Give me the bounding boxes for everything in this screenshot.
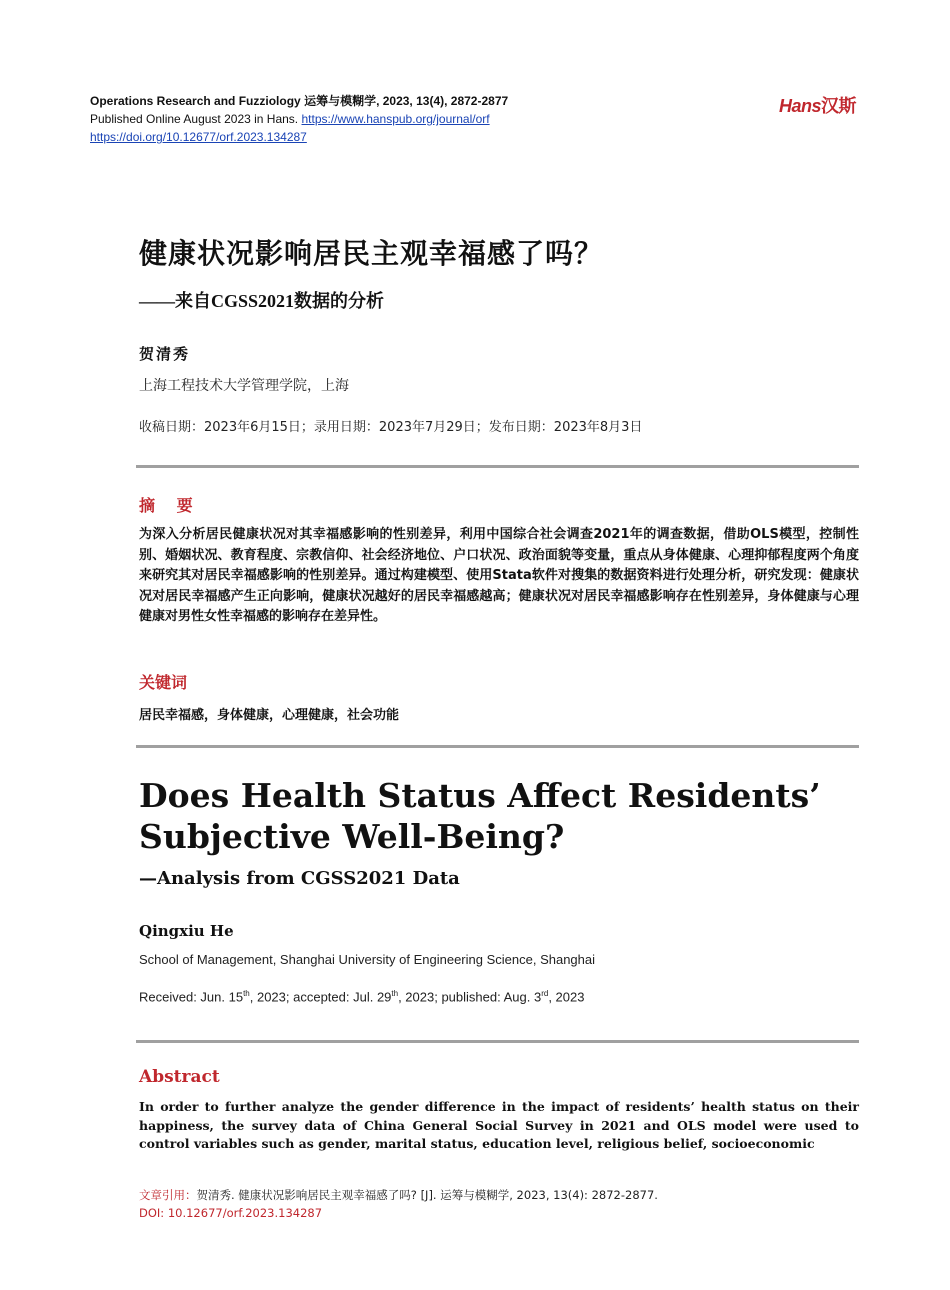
published-note: Published Online August 2023 in Hans. (90, 112, 299, 126)
accepted-date: , 2023; accepted: Jul. 29 (249, 989, 392, 1005)
cn-affiliation: 上海工程技术大学管理学院，上海 (139, 378, 349, 394)
en-title-line: Subjective Well-Being? (139, 817, 565, 856)
received-date: Received: Jun. 15 (139, 989, 244, 1005)
cn-abstract-body: 为深入分析居民健康状况对其幸福感影响的性别差异，利用中国综合社会调查2021年的调查数据，借助OLS模型，控制性别、婚姻状况、教育程度、宗教信仰、社会经济地位、户口状况、政治面貌等变量，重点从身体健康、心理抑郁程度两个角度来研究其对居民幸福感影响的性别差异。通过构建模型、使用Stata软件对搜集的数据资料进行处理分析，研究发现：健康状况对居民幸福感产生正向影响，健康状况越好的居民幸福感越高；健康状况对居民幸福感影响存在性别差异，身体健康与心理健康对男性女性幸福感的影响存在差异性。 (139, 527, 859, 624)
en-subtitle: —Analysis from CGSS2021 Data (139, 868, 460, 889)
date-suffix: rd (541, 989, 549, 998)
citation-label: 文章引用： (139, 1188, 197, 1202)
cn-abstract-heading: 摘 要 (139, 496, 201, 515)
cn-author: 贺清秀 (139, 345, 191, 363)
citation-footer (139, 1186, 859, 1222)
date-tail: , 2023 (548, 989, 585, 1005)
hans-logo (779, 92, 856, 118)
cn-title: 健康状况影响居民主观幸福感了吗？ (139, 237, 604, 270)
journal-header (90, 92, 860, 146)
en-dates (139, 989, 859, 1004)
published-date: , 2023; published: Aug. 3 (398, 989, 542, 1005)
divider (136, 1040, 859, 1043)
journal-name: Operations Research and Fuzziology (90, 94, 301, 108)
logo-cn: 汉斯 (821, 96, 856, 116)
en-title-line: Does Health Status Affect Residents’ (139, 776, 821, 815)
citation-doi: DOI: 10.12677/orf.2023.134287 (139, 1206, 323, 1220)
date-suffix: th (391, 989, 399, 998)
cn-keywords-heading: 关键词 (139, 673, 188, 692)
cn-subtitle: ——来自CGSS2021数据的分析 (139, 291, 385, 311)
en-title (139, 775, 859, 857)
divider (136, 465, 859, 468)
journal-issue-info: 运筹与模糊学, 2023, 13(4), 2872-2877 (304, 94, 509, 108)
date-suffix: th (243, 989, 250, 998)
cn-keywords: 居民幸福感，身体健康，心理健康，社会功能 (139, 708, 400, 723)
en-abstract-heading: Abstract (139, 1067, 220, 1087)
divider (136, 745, 859, 748)
en-author: Qingxiu He (139, 922, 234, 940)
journal-link[interactable]: https://www.hanspub.org/journal/orf (301, 112, 490, 126)
en-affiliation: School of Management, Shanghai University of Engineering Science, Shanghai (139, 952, 596, 967)
cn-dates: 收稿日期：2023年6月15日；录用日期：2023年7月29日；发布日期：2023年8月3日 (139, 420, 643, 435)
logo-latin: Hans (778, 96, 821, 116)
citation-text: 贺清秀. 健康状况影响居民主观幸福感了吗? [J]. 运筹与模糊学, 2023, 13(4): 2872-2877. (196, 1188, 658, 1202)
doi-link[interactable]: https://doi.org/10.12677/orf.2023.134287 (90, 130, 307, 144)
en-abstract-body: In order to further analyze the gender difference in the impact of residents’ health status on their happiness, the survey data of China General Social Survey in 2021 and OLS model were used to control variables such as gender, marital status, education level, religious belief, socioeconomic (139, 1099, 859, 1151)
